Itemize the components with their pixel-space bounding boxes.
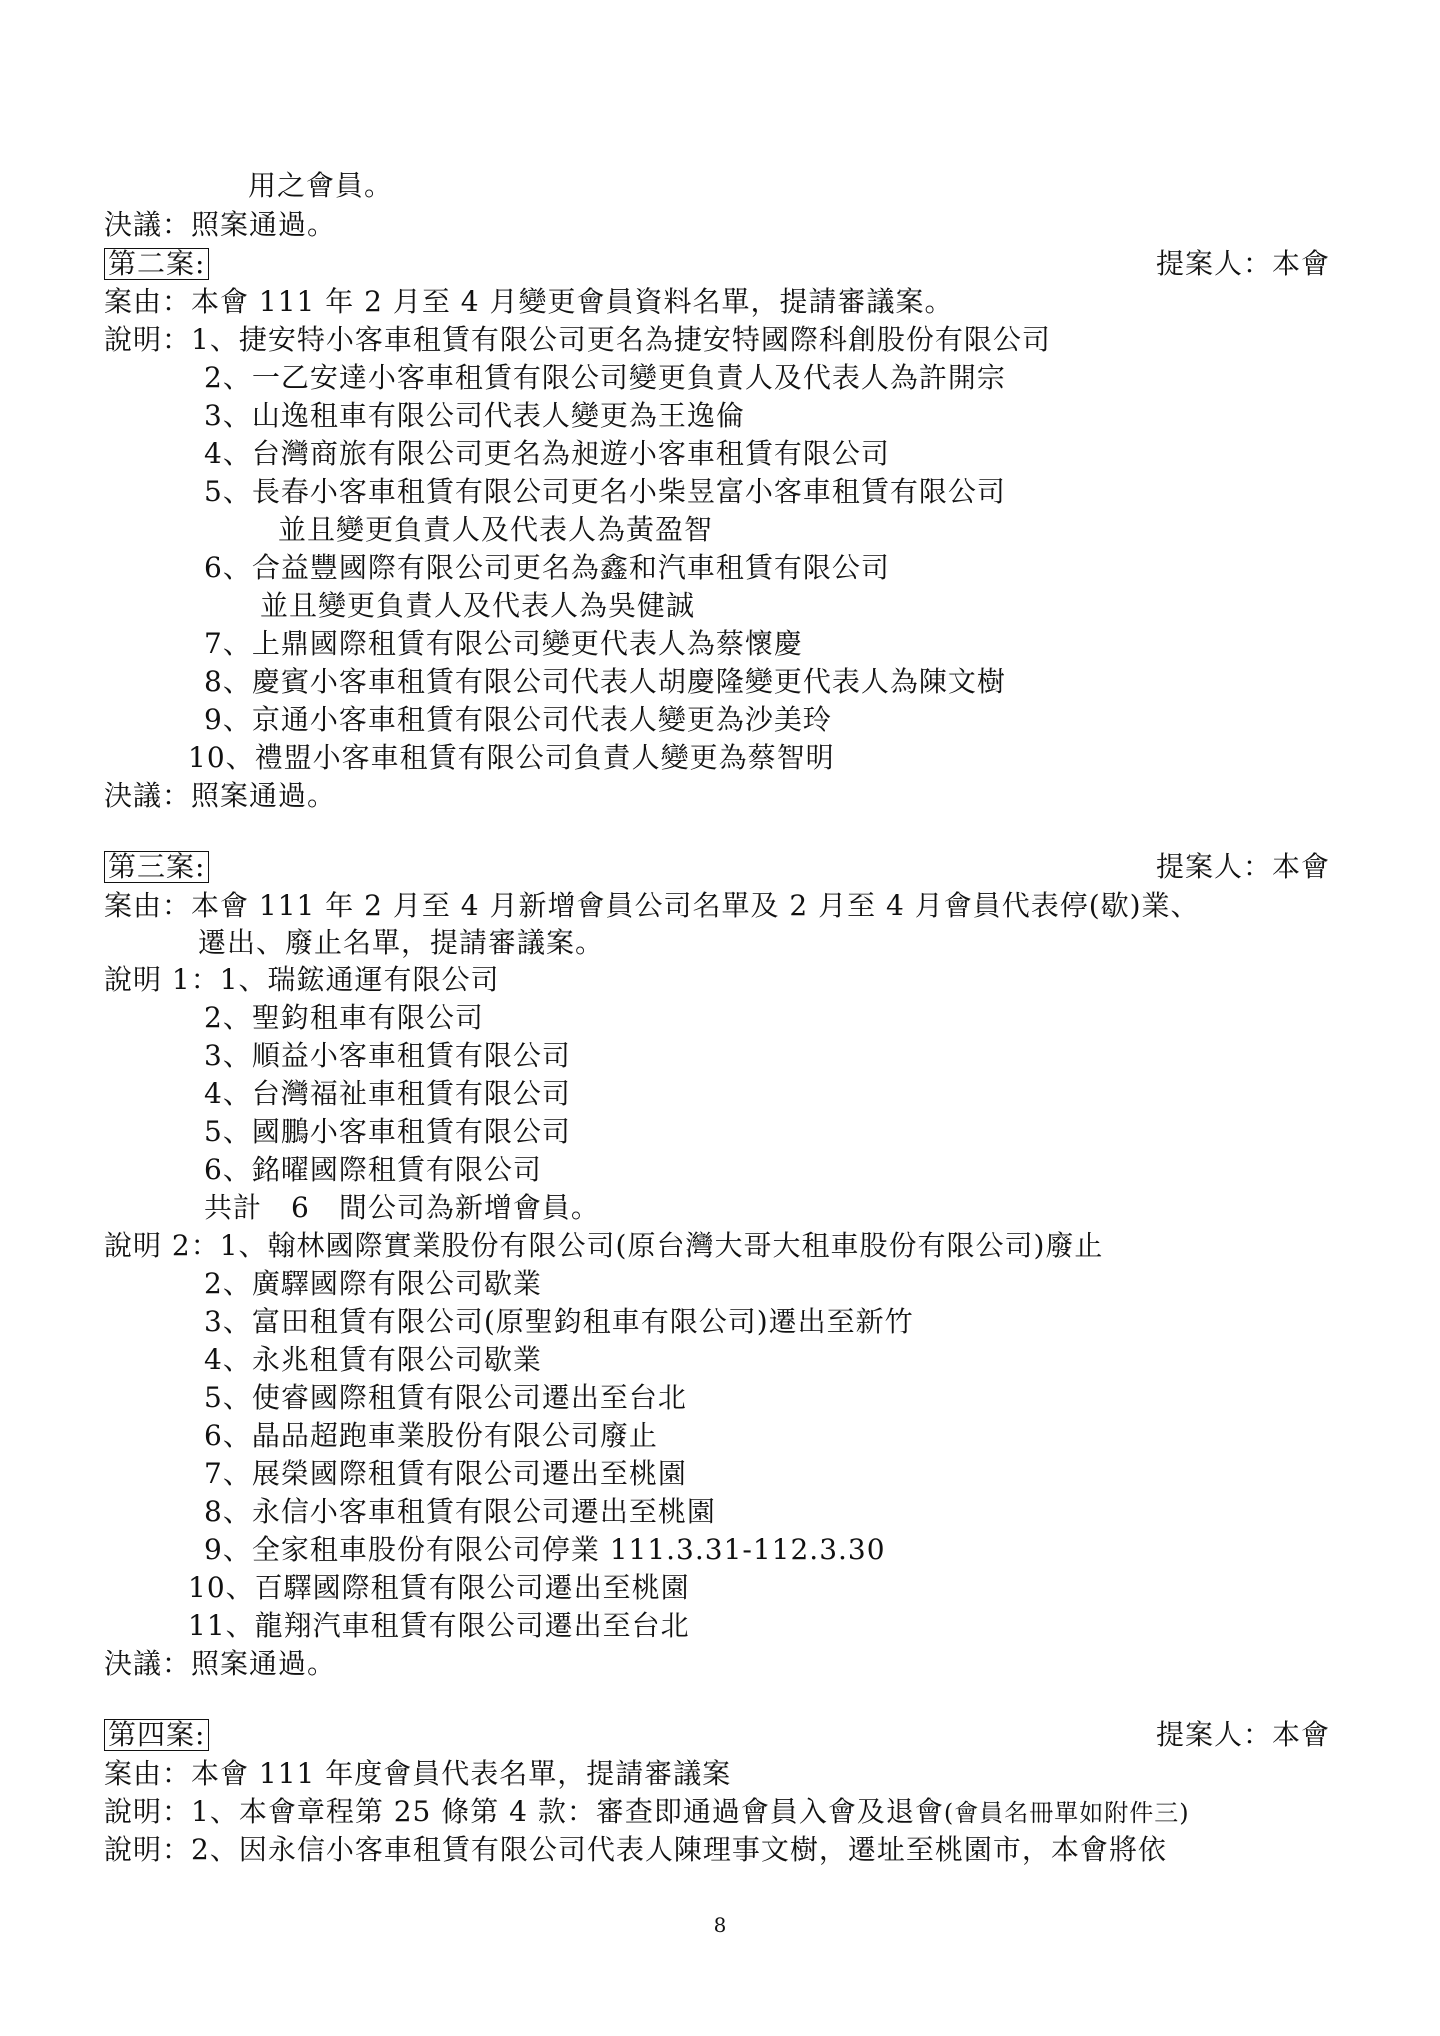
resolution-previous: 決議：照案通過。 — [104, 208, 337, 241]
case3-desc1-item: 2、聖鈞租車有限公司 — [204, 1001, 484, 1034]
case3-desc2-item: 7、展榮國際租賃有限公司遷出至桃園 — [204, 1457, 687, 1490]
case3-desc2-item: 2、廣驛國際有限公司歇業 — [204, 1267, 542, 1300]
case4-label: 第四案: — [104, 1717, 209, 1753]
case3-desc2-item: 8、永信小客車租賃有限公司遷出至桃園 — [204, 1495, 716, 1528]
case2-item: 2、一乙安達小客車租賃有限公司變更負責人及代表人為許開宗 — [204, 361, 1006, 394]
case2-item: 並且變更負責人及代表人為黃盈智 — [278, 513, 714, 546]
case2-item: 7、上鼎國際租賃有限公司變更代表人為蔡懷慶 — [204, 627, 803, 660]
case3-reason: 案由：本會 111 年 2 月至 4 月新增會員公司名單及 2 月至 4 月會員代表停(歇)業、 — [104, 889, 1200, 922]
page-number: 8 — [713, 1913, 727, 1937]
case2-label: 第二案: — [104, 246, 209, 282]
case2-item: 4、台灣商旅有限公司更名為昶遊小客車租賃有限公司 — [204, 437, 890, 470]
case3-desc2-item: 4、永兆租賃有限公司歇業 — [204, 1343, 542, 1376]
continued-text: 用之會員。 — [248, 169, 394, 202]
case3-desc1-total: 共計 6 間公司為新增會員。 — [204, 1191, 600, 1224]
case3-desc2-item: 5、使睿國際租賃有限公司遷出至台北 — [204, 1381, 687, 1414]
case4-proposer: 提案人：本會 — [1155, 1718, 1330, 1751]
case3-desc2-item: 6、晶品超跑車業股份有限公司廢止 — [204, 1419, 658, 1452]
case2-item: 6、合益豐國際有限公司更名為鑫和汽車租賃有限公司 — [204, 551, 890, 584]
case3-desc2-item: 說明 2：1、翰林國際實業股份有限公司(原台灣大哥大租車股份有限公司)廢止 — [104, 1229, 1104, 1262]
case3-desc2-item: 3、富田租賃有限公司(原聖鈞租車有限公司)遷出至新竹 — [204, 1305, 914, 1338]
case3-label: 第三案: — [104, 849, 209, 885]
case2-item: 並且變更負責人及代表人為吳健誠 — [260, 589, 696, 622]
case2-item: 9、京通小客車租賃有限公司代表人變更為沙美玲 — [204, 703, 832, 736]
case2-item: 說明：1、捷安特小客車租賃有限公司更名為捷安特國際科創股份有限公司 — [104, 323, 1051, 356]
case4-desc1-note: (會員名冊單如附件三) — [943, 1799, 1190, 1827]
case3-desc2-item: 11、龍翔汽車租賃有限公司遷出至台北 — [188, 1609, 690, 1642]
case3-desc1-item: 4、台灣福祉車租賃有限公司 — [204, 1077, 571, 1110]
case2-item: 5、長春小客車租賃有限公司更名小柴昱富小客車租賃有限公司 — [204, 475, 1006, 508]
case3-desc1-item: 6、銘曜國際租賃有限公司 — [204, 1153, 542, 1186]
case2-item: 8、慶賓小客車租賃有限公司代表人胡慶隆變更代表人為陳文樹 — [204, 665, 1006, 698]
case3-desc1-item: 5、國鵬小客車租賃有限公司 — [204, 1115, 571, 1148]
case3-desc2-item: 9、全家租車股份有限公司停業 111.3.31-112.3.30 — [204, 1533, 886, 1566]
case4-reason: 案由：本會 111 年度會員代表名單，提請審議案 — [104, 1757, 732, 1790]
case2-proposer: 提案人：本會 — [1155, 247, 1330, 280]
case3-desc1-item: 3、順益小客車租賃有限公司 — [204, 1039, 571, 1072]
case3-reason-cont: 遷出、廢止名單，提請審議案。 — [198, 926, 605, 959]
case2-item: 3、山逸租車有限公司代表人變更為王逸倫 — [204, 399, 745, 432]
case3-desc2-item: 10、百驛國際租賃有限公司遷出至桃園 — [188, 1571, 690, 1604]
case3-resolution: 決議：照案通過。 — [104, 1647, 337, 1680]
case3-desc1-item: 說明 1：1、瑞鋐通運有限公司 — [104, 963, 500, 996]
case2-item: 10、禮盟小客車租賃有限公司負責人變更為蔡智明 — [188, 741, 835, 774]
case2-reason: 案由：本會 111 年 2 月至 4 月變更會員資料名單，提請審議案。 — [104, 285, 954, 318]
case3-proposer: 提案人：本會 — [1155, 850, 1330, 883]
case2-resolution: 決議：照案通過。 — [104, 779, 337, 812]
case4-desc2: 說明：2、因永信小客車租賃有限公司代表人陳理事文樹，遷址至桃園市，本會將依 — [104, 1833, 1167, 1866]
case4-desc1: 說明：1、本會章程第 25 條第 4 款：審查即通過會員入會及退會(會員名冊單如附件三) — [104, 1795, 1190, 1828]
